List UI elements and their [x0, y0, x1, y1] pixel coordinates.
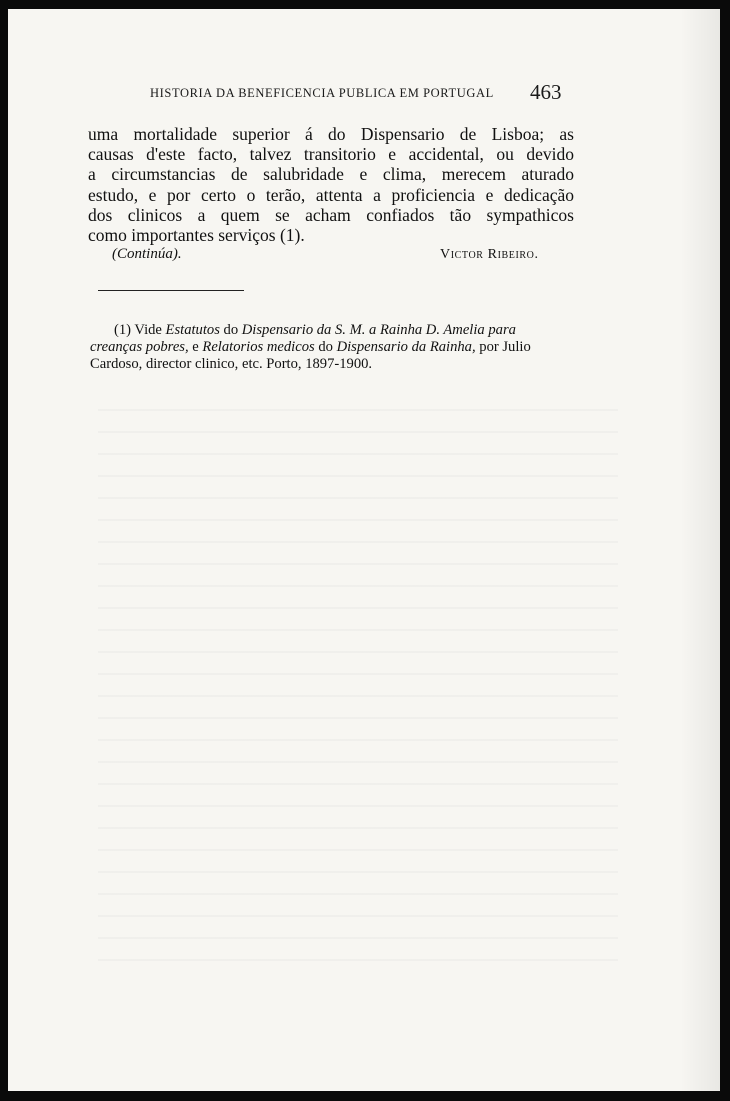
author-signature: Victor Ribeiro. — [440, 247, 539, 262]
continua-note: (Continúa). — [112, 246, 182, 262]
running-head-title: HISTORIA DA BENEFICENCIA PUBLICA EM PORTUGAL — [150, 86, 494, 100]
show-through-ghost-text — [98, 409, 618, 969]
footnote-italic-text: Estatutos — [165, 322, 220, 338]
body-line: estudo, e por certo o terão, attenta a proficiencia e dedicação — [88, 184, 574, 205]
footnote-text: (1) Vide — [114, 322, 166, 338]
body-line: causas d'este facto, talvez transitorio e accidental, ou devido — [88, 144, 574, 165]
body-line: como importantes serviços (1). — [88, 225, 305, 246]
footnote-rule — [98, 290, 244, 291]
footnote-italic-text: Dispensario da S. M. a Rainha D. Amelia para — [241, 322, 516, 338]
running-head — [150, 80, 590, 110]
closing-line — [112, 246, 552, 266]
footnote-italic-text: creanças pobres, — [90, 339, 189, 355]
footnote-italic-text: Dispensario da Rainha, — [336, 339, 476, 355]
footnote — [90, 322, 576, 373]
body-paragraph — [88, 124, 574, 245]
body-line: dos clinicos a quem se acham confiados tão sympathicos — [88, 204, 574, 225]
footnote-line: Cardoso, director clinico, etc. Porto, 1897-1900. — [90, 356, 373, 372]
footnote-text: do — [314, 339, 337, 355]
footnote-italic-text: Relatorios medicos — [202, 339, 315, 355]
footnote-text: do — [219, 322, 242, 338]
body-line: a circumstancias de salubridade e clima, merecem aturado — [88, 164, 574, 185]
footnote-text: por Julio — [475, 339, 531, 355]
body-line: uma mortalidade superior á do Dispensario de Lisboa; as — [88, 124, 574, 144]
footnote-text: e — [188, 339, 203, 355]
page-number: 463 — [530, 80, 562, 104]
footnote-line — [90, 339, 576, 356]
footnote-line — [90, 322, 576, 339]
